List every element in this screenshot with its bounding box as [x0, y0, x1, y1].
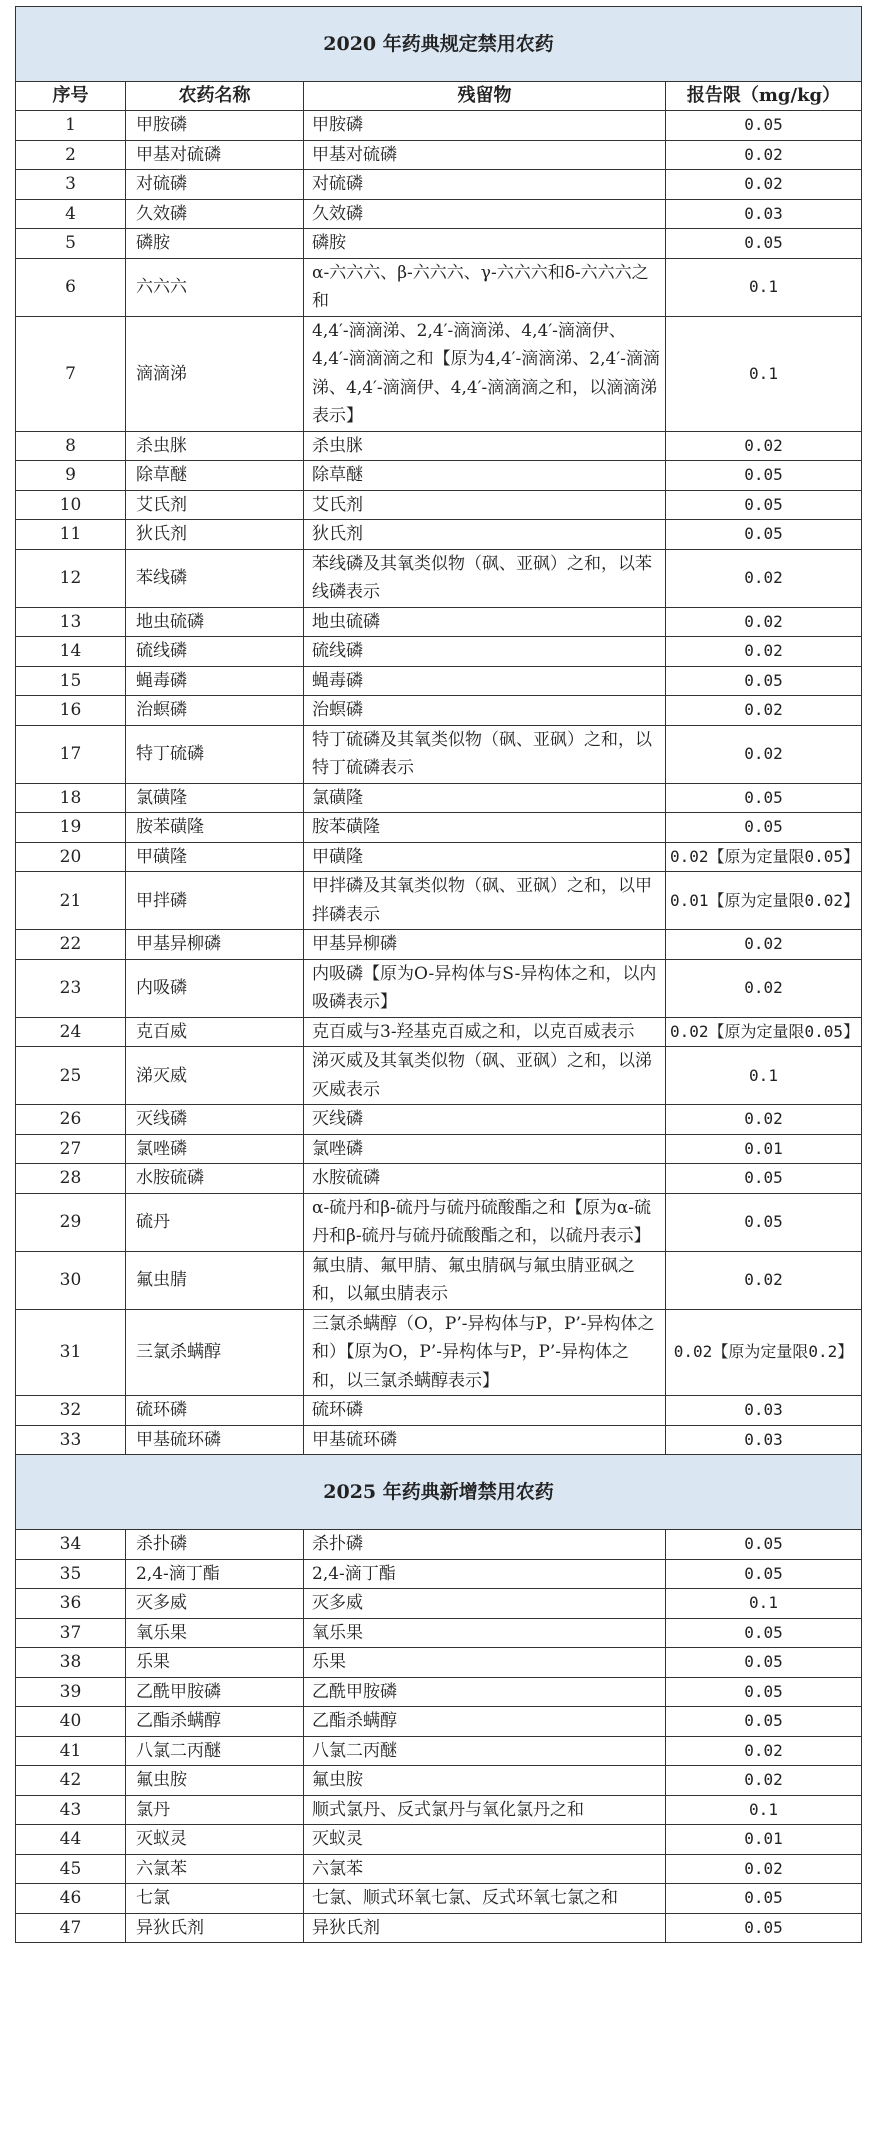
residue-definition: 灭多威	[304, 1589, 666, 1619]
table-row	[16, 1164, 862, 1194]
report-limit: 0.05	[666, 1530, 862, 1560]
table-row	[16, 930, 862, 960]
row-number: 47	[16, 1913, 126, 1943]
pesticide-name: 乐果	[126, 1648, 304, 1678]
report-limit: 0.02	[666, 637, 862, 667]
table-row	[16, 229, 862, 259]
pesticide-name: 六六六	[126, 258, 304, 316]
table-row	[16, 1766, 862, 1796]
header-name: 农药名称	[126, 82, 304, 111]
table-row	[16, 1677, 862, 1707]
table-row	[16, 520, 862, 550]
residue-definition: 艾氏剂	[304, 490, 666, 520]
residue-definition: 除草醚	[304, 461, 666, 491]
pesticide-name: 硫环磷	[126, 1396, 304, 1426]
row-number: 28	[16, 1164, 126, 1194]
row-number: 41	[16, 1736, 126, 1766]
pesticide-name: 硫线磷	[126, 637, 304, 667]
row-number: 37	[16, 1618, 126, 1648]
header-residue: 残留物	[304, 82, 666, 111]
table-row	[16, 431, 862, 461]
table-row	[16, 1707, 862, 1737]
pesticide-name: 三氯杀螨醇	[126, 1309, 304, 1396]
report-limit: 0.02	[666, 725, 862, 783]
residue-definition: 特丁硫磷及其氧类似物（砜、亚砜）之和，以特丁硫磷表示	[304, 725, 666, 783]
report-limit: 0.05	[666, 783, 862, 813]
row-number: 5	[16, 229, 126, 259]
row-number: 30	[16, 1251, 126, 1309]
row-number: 16	[16, 696, 126, 726]
report-limit: 0.03	[666, 199, 862, 229]
residue-definition: 三氯杀螨醇（O，P’-异构体与P，P’-异构体之和）【原为O，P’-异构体与P，P’-异构体之和，以三氯杀螨醇表示】	[304, 1309, 666, 1396]
table-row	[16, 1134, 862, 1164]
pesticide-name: 氟虫胺	[126, 1766, 304, 1796]
pesticide-name: 氟虫腈	[126, 1251, 304, 1309]
row-number: 44	[16, 1825, 126, 1855]
row-number: 31	[16, 1309, 126, 1396]
table-row	[16, 461, 862, 491]
table-row	[16, 1396, 862, 1426]
row-number: 12	[16, 549, 126, 607]
pesticide-name: 克百威	[126, 1017, 304, 1047]
residue-definition: 氟虫胺	[304, 1766, 666, 1796]
table-row	[16, 199, 862, 229]
residue-definition: 甲磺隆	[304, 842, 666, 872]
pesticide-name: 甲基异柳磷	[126, 930, 304, 960]
header-limit: 报告限（mg/kg）	[666, 82, 862, 111]
table-row	[16, 1309, 862, 1396]
pesticide-name: 除草醚	[126, 461, 304, 491]
report-limit: 0.02	[666, 549, 862, 607]
report-limit: 0.05	[666, 229, 862, 259]
row-number: 21	[16, 872, 126, 930]
row-number: 13	[16, 607, 126, 637]
report-limit: 0.03	[666, 1425, 862, 1455]
table-row	[16, 1825, 862, 1855]
row-number: 22	[16, 930, 126, 960]
table-row	[16, 111, 862, 141]
residue-definition: 治螟磷	[304, 696, 666, 726]
report-limit: 0.02	[666, 930, 862, 960]
report-limit: 0.02	[666, 1105, 862, 1135]
table-row	[16, 258, 862, 316]
table-row	[16, 140, 862, 170]
pesticide-name: 水胺硫磷	[126, 1164, 304, 1194]
report-limit: 0.02【原为定量限0.05】	[666, 1017, 862, 1047]
report-limit: 0.02	[666, 140, 862, 170]
report-limit: 0.01	[666, 1134, 862, 1164]
table-row	[16, 1736, 862, 1766]
residue-definition: 甲基异柳磷	[304, 930, 666, 960]
row-number: 10	[16, 490, 126, 520]
report-limit: 0.1	[666, 316, 862, 431]
report-limit: 0.05	[666, 1677, 862, 1707]
residue-definition: 蝇毒磷	[304, 666, 666, 696]
residue-definition: 顺式氯丹、反式氯丹与氧化氯丹之和	[304, 1795, 666, 1825]
residue-definition: 氯磺隆	[304, 783, 666, 813]
table-row	[16, 696, 862, 726]
residue-definition: 2,4-滴丁酯	[304, 1559, 666, 1589]
pesticide-name: 狄氏剂	[126, 520, 304, 550]
table-row	[16, 842, 862, 872]
table-row	[16, 490, 862, 520]
pesticide-name: 杀虫脒	[126, 431, 304, 461]
report-limit: 0.02	[666, 696, 862, 726]
report-limit: 0.05	[666, 1648, 862, 1678]
table-body	[16, 7, 862, 1943]
pesticide-name: 胺苯磺隆	[126, 813, 304, 843]
row-number: 14	[16, 637, 126, 667]
residue-definition: 4,4′-滴滴涕、2,4′-滴滴涕、4,4′-滴滴伊、4,4′-滴滴滴之和【原为4,4′-滴滴涕、2,4′-滴滴涕、4,4′-滴滴伊、4,4′-滴滴滴之和，以滴滴涕表示】	[304, 316, 666, 431]
report-limit: 0.02	[666, 607, 862, 637]
table-row	[16, 1559, 862, 1589]
report-limit: 0.1	[666, 258, 862, 316]
table-row	[16, 1193, 862, 1251]
row-number: 9	[16, 461, 126, 491]
residue-definition: 狄氏剂	[304, 520, 666, 550]
row-number: 3	[16, 170, 126, 200]
report-limit: 0.05	[666, 490, 862, 520]
table-row	[16, 1251, 862, 1309]
residue-definition: 乙酰甲胺磷	[304, 1677, 666, 1707]
residue-definition: 甲基硫环磷	[304, 1425, 666, 1455]
report-limit: 0.02	[666, 1854, 862, 1884]
pesticide-name: 灭多威	[126, 1589, 304, 1619]
residue-definition: 苯线磷及其氧类似物（砜、亚砜）之和，以苯线磷表示	[304, 549, 666, 607]
row-number: 42	[16, 1766, 126, 1796]
report-limit: 0.05	[666, 111, 862, 141]
row-number: 43	[16, 1795, 126, 1825]
residue-definition: 乙酯杀螨醇	[304, 1707, 666, 1737]
row-number: 2	[16, 140, 126, 170]
pesticide-name: 硫丹	[126, 1193, 304, 1251]
residue-definition: 乐果	[304, 1648, 666, 1678]
row-number: 33	[16, 1425, 126, 1455]
table-row	[16, 1618, 862, 1648]
pesticide-name: 乙酰甲胺磷	[126, 1677, 304, 1707]
table-row	[16, 549, 862, 607]
table-row	[16, 666, 862, 696]
banned-pesticide-table	[15, 6, 862, 1943]
table-row	[16, 1913, 862, 1943]
row-number: 40	[16, 1707, 126, 1737]
row-number: 20	[16, 842, 126, 872]
pesticide-name: 甲磺隆	[126, 842, 304, 872]
residue-definition: 氟虫腈、氟甲腈、氟虫腈砜与氟虫腈亚砜之和，以氟虫腈表示	[304, 1251, 666, 1309]
pesticide-name: 2,4-滴丁酯	[126, 1559, 304, 1589]
report-limit: 0.05	[666, 520, 862, 550]
pesticide-name: 甲基硫环磷	[126, 1425, 304, 1455]
residue-definition: α-六六六、β-六六六、γ-六六六和δ-六六六之和	[304, 258, 666, 316]
pesticide-name: 蝇毒磷	[126, 666, 304, 696]
table-row	[16, 1105, 862, 1135]
pesticide-name: 甲拌磷	[126, 872, 304, 930]
table-row	[16, 872, 862, 930]
row-number: 38	[16, 1648, 126, 1678]
pesticide-name: 内吸磷	[126, 959, 304, 1017]
residue-definition: 七氯、顺式环氧七氯、反式环氧七氯之和	[304, 1884, 666, 1914]
row-number: 7	[16, 316, 126, 431]
residue-definition: 硫线磷	[304, 637, 666, 667]
table-row	[16, 1589, 862, 1619]
pesticide-name: 乙酯杀螨醇	[126, 1707, 304, 1737]
table-row	[16, 783, 862, 813]
report-limit: 0.05	[666, 813, 862, 843]
residue-definition: 甲拌磷及其氧类似物（砜、亚砜）之和，以甲拌磷表示	[304, 872, 666, 930]
pesticide-name: 甲胺磷	[126, 111, 304, 141]
table-row	[16, 1648, 862, 1678]
residue-definition: 涕灭威及其氧类似物（砜、亚砜）之和，以涕灭威表示	[304, 1047, 666, 1105]
report-limit: 0.05	[666, 1559, 862, 1589]
residue-definition: 六氯苯	[304, 1854, 666, 1884]
report-limit: 0.1	[666, 1047, 862, 1105]
table-row	[16, 725, 862, 783]
table-row	[16, 607, 862, 637]
row-number: 26	[16, 1105, 126, 1135]
row-number: 6	[16, 258, 126, 316]
row-number: 18	[16, 783, 126, 813]
residue-definition: 水胺硫磷	[304, 1164, 666, 1194]
residue-definition: 地虫硫磷	[304, 607, 666, 637]
row-number: 24	[16, 1017, 126, 1047]
pesticide-name: 对硫磷	[126, 170, 304, 200]
section-header-2020	[16, 7, 862, 82]
row-number: 19	[16, 813, 126, 843]
report-limit: 0.05	[666, 666, 862, 696]
pesticide-table-wrapper	[15, 6, 861, 1943]
row-number: 25	[16, 1047, 126, 1105]
table-row	[16, 1017, 862, 1047]
pesticide-name: 氯磺隆	[126, 783, 304, 813]
report-limit: 0.01【原为定量限0.02】	[666, 872, 862, 930]
pesticide-name: 苯线磷	[126, 549, 304, 607]
pesticide-name: 甲基对硫磷	[126, 140, 304, 170]
row-number: 29	[16, 1193, 126, 1251]
table-row	[16, 1047, 862, 1105]
pesticide-name: 八氯二丙醚	[126, 1736, 304, 1766]
pesticide-name: 六氯苯	[126, 1854, 304, 1884]
row-number: 15	[16, 666, 126, 696]
pesticide-name: 灭线磷	[126, 1105, 304, 1135]
residue-definition: 灭蚁灵	[304, 1825, 666, 1855]
report-limit: 0.02【原为定量限0.05】	[666, 842, 862, 872]
residue-definition: 久效磷	[304, 199, 666, 229]
report-limit: 0.05	[666, 1193, 862, 1251]
pesticide-name: 地虫硫磷	[126, 607, 304, 637]
residue-definition: 杀虫脒	[304, 431, 666, 461]
residue-definition: α-硫丹和β-硫丹与硫丹硫酸酯之和【原为α-硫丹和β-硫丹与硫丹硫酸酯之和，以硫丹表示】	[304, 1193, 666, 1251]
table-row	[16, 637, 862, 667]
table-row	[16, 813, 862, 843]
pesticide-name: 异狄氏剂	[126, 1913, 304, 1943]
report-limit: 0.02【原为定量限0.2】	[666, 1309, 862, 1396]
row-number: 32	[16, 1396, 126, 1426]
report-limit: 0.02	[666, 959, 862, 1017]
pesticide-name: 滴滴涕	[126, 316, 304, 431]
report-limit: 0.1	[666, 1589, 862, 1619]
pesticide-name: 久效磷	[126, 199, 304, 229]
row-number: 11	[16, 520, 126, 550]
residue-definition: 异狄氏剂	[304, 1913, 666, 1943]
residue-definition: 硫环磷	[304, 1396, 666, 1426]
report-limit: 0.05	[666, 1164, 862, 1194]
section-header-2025	[16, 1455, 862, 1530]
table-row	[16, 1884, 862, 1914]
table-row	[16, 1425, 862, 1455]
residue-definition: 氯唑磷	[304, 1134, 666, 1164]
residue-definition: 氧乐果	[304, 1618, 666, 1648]
table-row	[16, 1854, 862, 1884]
row-number: 46	[16, 1884, 126, 1914]
section-title-2020: 2020 年药典规定禁用农药	[16, 7, 862, 82]
row-number: 8	[16, 431, 126, 461]
pesticide-name: 特丁硫磷	[126, 725, 304, 783]
table-row	[16, 316, 862, 431]
pesticide-name: 氧乐果	[126, 1618, 304, 1648]
row-number: 1	[16, 111, 126, 141]
report-limit: 0.05	[666, 1707, 862, 1737]
row-number: 34	[16, 1530, 126, 1560]
pesticide-name: 七氯	[126, 1884, 304, 1914]
report-limit: 0.1	[666, 1795, 862, 1825]
residue-definition: 克百威与3-羟基克百威之和，以克百威表示	[304, 1017, 666, 1047]
report-limit: 0.02	[666, 1251, 862, 1309]
row-number: 45	[16, 1854, 126, 1884]
residue-definition: 胺苯磺隆	[304, 813, 666, 843]
row-number: 23	[16, 959, 126, 1017]
residue-definition: 甲基对硫磷	[304, 140, 666, 170]
residue-definition: 磷胺	[304, 229, 666, 259]
row-number: 35	[16, 1559, 126, 1589]
report-limit: 0.01	[666, 1825, 862, 1855]
pesticide-name: 艾氏剂	[126, 490, 304, 520]
residue-definition: 灭线磷	[304, 1105, 666, 1135]
row-number: 17	[16, 725, 126, 783]
report-limit: 0.05	[666, 1618, 862, 1648]
report-limit: 0.02	[666, 431, 862, 461]
pesticide-name: 涕灭威	[126, 1047, 304, 1105]
header-no: 序号	[16, 82, 126, 111]
column-header-row	[16, 82, 862, 111]
table-row	[16, 959, 862, 1017]
residue-definition: 杀扑磷	[304, 1530, 666, 1560]
row-number: 36	[16, 1589, 126, 1619]
pesticide-name: 磷胺	[126, 229, 304, 259]
table-row	[16, 1795, 862, 1825]
report-limit: 0.05	[666, 1884, 862, 1914]
row-number: 27	[16, 1134, 126, 1164]
pesticide-name: 治螟磷	[126, 696, 304, 726]
report-limit: 0.05	[666, 1913, 862, 1943]
pesticide-name: 杀扑磷	[126, 1530, 304, 1560]
residue-definition: 对硫磷	[304, 170, 666, 200]
residue-definition: 甲胺磷	[304, 111, 666, 141]
report-limit: 0.02	[666, 170, 862, 200]
report-limit: 0.03	[666, 1396, 862, 1426]
report-limit: 0.05	[666, 461, 862, 491]
pesticide-name: 灭蚁灵	[126, 1825, 304, 1855]
row-number: 39	[16, 1677, 126, 1707]
residue-definition: 内吸磷【原为O-异构体与S-异构体之和，以内吸磷表示】	[304, 959, 666, 1017]
report-limit: 0.02	[666, 1736, 862, 1766]
table-row	[16, 1530, 862, 1560]
row-number: 4	[16, 199, 126, 229]
report-limit: 0.02	[666, 1766, 862, 1796]
pesticide-name: 氯丹	[126, 1795, 304, 1825]
table-row	[16, 170, 862, 200]
pesticide-name: 氯唑磷	[126, 1134, 304, 1164]
section-title-2025: 2025 年药典新增禁用农药	[16, 1455, 862, 1530]
residue-definition: 八氯二丙醚	[304, 1736, 666, 1766]
